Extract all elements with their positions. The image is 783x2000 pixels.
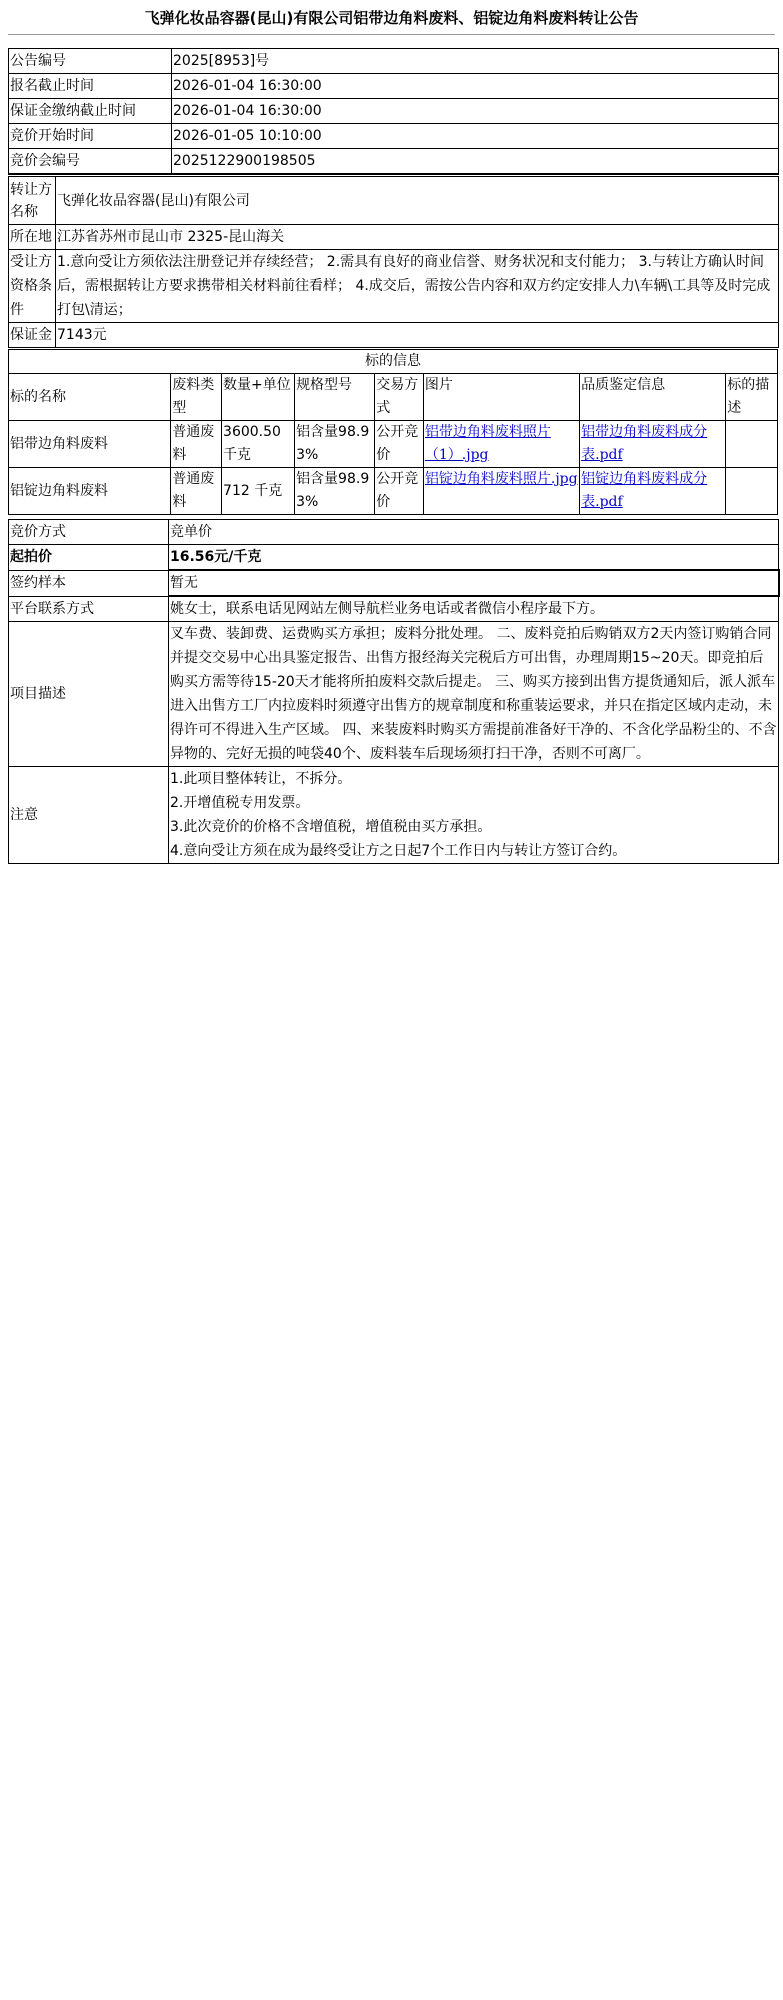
- contract-sample: 暂无: [169, 570, 779, 596]
- deposit-deadline: 2026-01-04 16:30:00: [172, 99, 779, 124]
- table-row: [9, 421, 778, 468]
- lot-quality-cell: [580, 421, 726, 468]
- location-label: 所在地: [9, 225, 56, 250]
- column-header: 规格型号: [295, 374, 375, 421]
- table-row: [9, 520, 779, 545]
- basic-info-table: [8, 48, 779, 175]
- lot-name: 铝锭边角料废料: [9, 468, 171, 515]
- deposit-label: 保证金: [9, 323, 56, 348]
- table-row: [9, 99, 779, 124]
- lot-quality-cell: [580, 468, 726, 515]
- table-row: [9, 74, 779, 99]
- table-row: [9, 570, 779, 596]
- table-row: [9, 323, 779, 348]
- lot-image-link[interactable]: 铝带边角料废料照片（1）.jpg: [424, 424, 551, 463]
- table-row: [9, 177, 779, 225]
- table-row: [9, 225, 779, 250]
- info-label: 报名截止时间: [9, 74, 172, 99]
- lot-info-table: [8, 349, 778, 515]
- table-row: [9, 149, 779, 175]
- table-row: [9, 49, 779, 74]
- transferor-name-label: 转让方名称: [9, 177, 56, 225]
- notice-line: 4.意向受让方须在成为最终受让方之日起7个工作日内与转让方签订合约。: [170, 843, 627, 859]
- transferor-table: [8, 176, 779, 348]
- table-row: [9, 468, 778, 515]
- registration-deadline: 2026-01-04 16:30:00: [172, 74, 779, 99]
- deposit-amount: 7143元: [56, 323, 779, 348]
- transferor-name: 飞弹化妆品容器(昆山)有限公司: [56, 177, 779, 225]
- lot-quality-link[interactable]: 铝带边角料废料成分表.pdf: [581, 424, 708, 463]
- table-row: [9, 124, 779, 149]
- page-title: 飞弹化妆品容器(昆山)有限公司铝带边角料废料、铝锭边角料废料转让公告: [144, 9, 639, 27]
- column-header: 品质鉴定信息: [580, 374, 726, 421]
- lot-quantity: 712 千克: [222, 468, 295, 515]
- column-header: 标的名称: [9, 374, 171, 421]
- table-row: [9, 545, 779, 571]
- column-header: 交易方式: [375, 374, 424, 421]
- lot-image-cell: [423, 421, 579, 468]
- table-row: [9, 767, 779, 864]
- bidding-label: 注意: [9, 767, 169, 864]
- location: 江苏省苏州市昆山市 2325-昆山海关: [56, 225, 779, 250]
- info-label: 竞价开始时间: [9, 124, 172, 149]
- announcement-number: 2025[8953]号: [172, 49, 779, 74]
- table-row: [9, 350, 778, 374]
- info-label: 保证金缴纳截止时间: [9, 99, 172, 124]
- bidding-label: 起拍价: [9, 545, 169, 571]
- lot-type: 普通废料: [171, 421, 222, 468]
- table-row: [9, 250, 779, 323]
- bidding-start-time: 2026-01-05 10:10:00: [172, 124, 779, 149]
- lot-type: 普通废料: [171, 468, 222, 515]
- bidding-method: 竞单价: [169, 520, 779, 545]
- bidding-label: 竞价方式: [9, 520, 169, 545]
- lot-quantity: 3600.50 千克: [222, 421, 295, 468]
- announcement-page: [0, 0, 783, 859]
- platform-contact: 姚女士，联系电话见网站左侧导航栏业务电话或者微信小程序最下方。: [169, 596, 779, 622]
- info-label: 竞价会编号: [9, 149, 172, 175]
- notice-line: 2.开增值税专用发票。: [170, 795, 310, 811]
- starting-price: 16.56元/千克: [169, 545, 779, 571]
- notice-cell: [169, 767, 779, 864]
- table-row: [9, 596, 779, 622]
- bidding-label: 签约样本: [9, 570, 169, 596]
- lot-image-cell: [423, 468, 579, 515]
- project-description: 叉车费、装卸费、运费购买方承担；废料分批处理。 二、废料竞拍后购销双方2天内签订购销合同并提交交易中心出具鉴定报告、出售方报经海关完税后方可出售，办理周期15~20天。即竞拍后购买方需等待15-20天才能将所拍废料交款后提走。 三、购买方接到出售方提货通知后，派人派车进入出售方工厂内拉废料时须遵守出售方的规章制度和称重装运要求，并只在指定区域内走动，未得许可不得进入生产区域。 四、来装废料时购买方需提前准备好干净的、不含化学品粉尘的、不含异物的、完好无损的吨袋40个、废料装车后现场须打扫干净，否则不可离厂。: [169, 622, 779, 767]
- lot-trade-mode: 公开竞价: [375, 468, 424, 515]
- bidding-table: [8, 519, 780, 864]
- lot-spec: 铝含量98.93%: [295, 468, 375, 515]
- lot-spec: 铝含量98.93%: [295, 421, 375, 468]
- lot-trade-mode: 公开竞价: [375, 421, 424, 468]
- qualification-text: 1.意向受让方须依法注册登记并存续经营； 2.需具有良好的商业信誉、财务状况和支付能力； 3.与转让方确认时间后，需根据转让方要求携带相关材料前往看样； 4.成交后，需按公告内容和双方约定安排人力\车辆\工具等及时完成打包\清运；: [56, 250, 779, 323]
- info-label: 公告编号: [9, 49, 172, 74]
- title-divider: [8, 34, 775, 35]
- table-row: [9, 622, 779, 767]
- lot-description: [726, 421, 778, 468]
- column-header: 数量+单位: [222, 374, 295, 421]
- lot-name: 铝带边角料废料: [9, 421, 171, 468]
- lot-quality-link[interactable]: 铝锭边角料废料成分表.pdf: [581, 471, 708, 510]
- lot-description: [726, 468, 778, 515]
- notice-line: 1.此项目整体转让，不拆分。: [170, 771, 352, 787]
- column-header: 废料类型: [171, 374, 222, 421]
- lot-image-link[interactable]: 铝锭边角料废料照片.jpg: [424, 471, 578, 487]
- column-header: 图片: [423, 374, 579, 421]
- bidding-label: 平台联系方式: [9, 596, 169, 622]
- column-header: 标的描述: [726, 374, 778, 421]
- auction-number: 2025122900198505: [172, 149, 779, 175]
- qualification-label: 受让方资格条件: [9, 250, 56, 323]
- notice-line: 3.此次竞价的价格不含增值税，增值税由买方承担。: [170, 819, 492, 835]
- table-header-row: [9, 374, 778, 421]
- lot-section-title: 标的信息: [9, 350, 778, 374]
- bidding-label: 项目描述: [9, 622, 169, 767]
